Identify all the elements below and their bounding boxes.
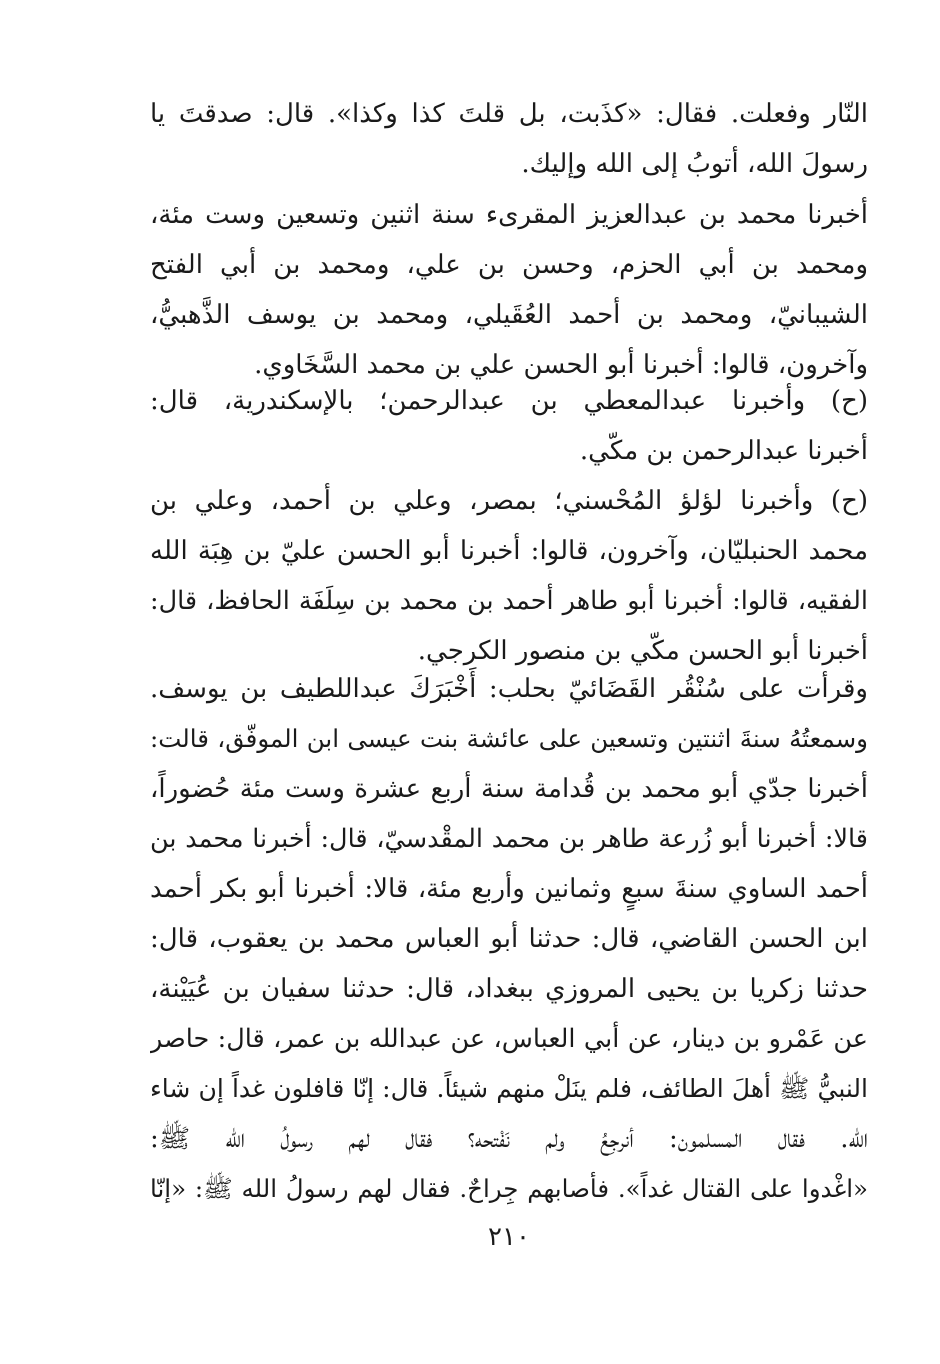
text-line: حدثنا زكريا بن يحيى المروزي ببغداد، قال: حدثنا سفيان بن عُيَيْنة، <box>150 974 868 1004</box>
text-line: الشيبانيّ، ومحمد بن أحمد العُقَيلي، ومحمد بن يوسف الذَّهبيُّ، <box>150 300 868 330</box>
text-line: قالا: أخبرنا أبو زُرعة طاهر بن محمد المقْدسيّ، قال: أخبرنا محمد بن <box>150 824 868 854</box>
text-line: أحمد الساوي سنةَ سبعٍ وثمانين وأربع مئة، قالا: أخبرنا أبو بكر أحمد <box>150 874 868 904</box>
text-line: أخبرنا محمد بن عبدالعزيز المقرىء سنة اثنين وتسعين وست مئة، <box>150 200 868 230</box>
paragraph-3 <box>150 376 868 476</box>
paragraph-5 <box>150 664 868 1214</box>
book-page <box>150 0 868 1364</box>
text-line: (ح) وأخبرنا عبدالمعطي بن عبدالرحمن؛ بالإسكندرية، قال: <box>150 386 868 416</box>
text-line: الله. فقال المسلمون: أنرجِعُ ولم نَفْتحه؟ فقال لهم رسولُ الله ﷺ: <box>150 1124 868 1154</box>
paragraph-2 <box>150 190 868 390</box>
text-line: وسمعتُهُ سنةَ اثنتين وتسعين على عائشة بنت عيسى ابن الموفّق، قالت: <box>150 724 868 753</box>
text-line: أخبرنا جدّي أبو محمد بن قُدامة سنة أربع عشرة وست مئة حُضوراً، <box>150 774 868 804</box>
text-line: رسولَ الله، أتوبُ إلى الله وإليك. <box>521 149 868 179</box>
text-line: «اغْدوا على القتال غداً». فأصابهم جِراحٌ. فقال لهم رسولُ الله ﷺ: «إنّا <box>150 1174 868 1203</box>
text-line: ابن الحسن القاضي، قال: حدثنا أبو العباس محمد بن يعقوب، قال: <box>150 924 868 954</box>
page-number: ٢١٠ <box>488 1222 530 1252</box>
text-line: النبيُّ ﷺ أهلَ الطائف، فلم ينَلْ منهم شيئاً. قال: إنّا قافلون غداً إن شاء <box>150 1074 868 1103</box>
text-line: وآخرون، قالوا: أخبرنا أبو الحسن علي بن محمد السَّخَاوي. <box>254 350 868 380</box>
paragraph-4 <box>150 476 868 676</box>
text-line: أخبرنا أبو الحسن مكّي بن منصور الكرجي. <box>417 636 868 666</box>
text-line: الفقيه، قالوا: أخبرنا أبو طاهر أحمد بن محمد بن سِلَفَة الحافظ، قال: <box>150 586 868 616</box>
text-line: (ح) وأخبرنا لؤلؤ المُحْسني؛ بمصر، وعلي بن أحمد، وعلي بن <box>150 486 868 516</box>
text-line: عن عَمْرو بن دينار، عن أبي العباس، عن عبدالله بن عمر، قال: حاصر <box>150 1024 868 1054</box>
text-line: ومحمد بن أبي الحزم، وحسن بن علي، ومحمد بن أبي الفتح <box>150 250 868 280</box>
text-line: النّار وفعلت. فقال: «كذَبت، بل قلتَ كذا وكذا». قال: صدقتَ يا <box>150 99 868 129</box>
text-line: وقرأت على سُنْقُر القَضَائيّ بحلب: أَخْبَرَكَ عبداللطيف بن يوسف. <box>150 674 868 704</box>
paragraph-1 <box>150 89 868 189</box>
text-line: محمد الحنبليّان، وآخرون، قالوا: أخبرنا أبو الحسن عليّ بن هِبَة الله <box>150 536 868 566</box>
text-line: أخبرنا عبدالرحمن بن مكّي. <box>579 436 868 466</box>
